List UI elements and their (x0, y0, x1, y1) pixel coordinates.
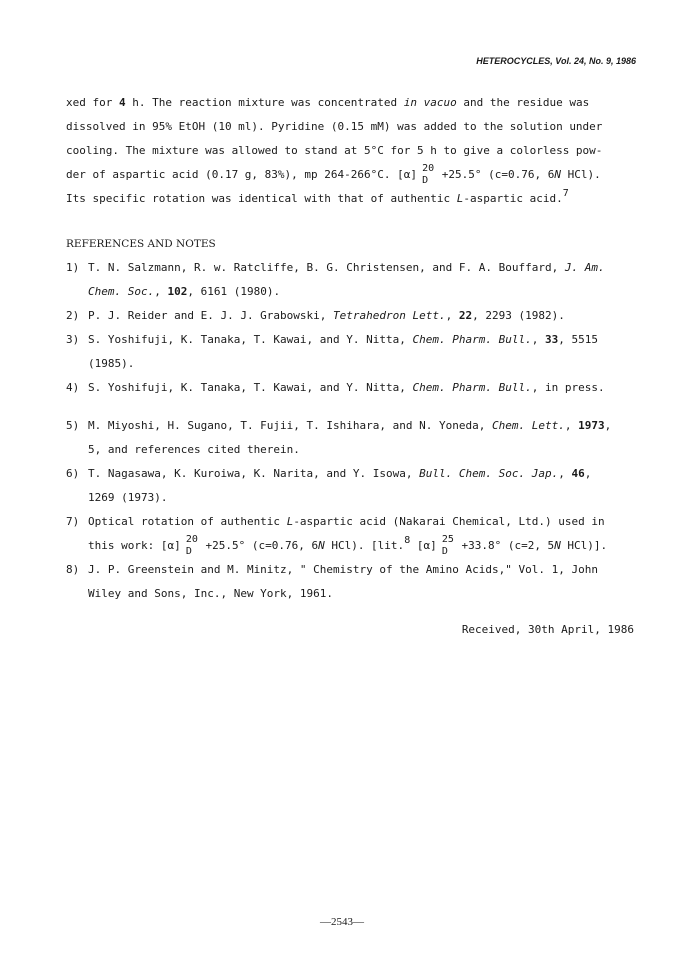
journal-name: Chem. Pharm. Bull. (412, 381, 532, 394)
text-run: 4 (118, 96, 126, 109)
reference-line (88, 534, 630, 558)
reference-line (88, 328, 630, 352)
sodium-d-subscript: D (422, 175, 429, 186)
reference-number: 7) (66, 515, 80, 528)
text-run: der of aspartic acid (0.17 g, 83%), mp 264-266°C. (66, 168, 398, 181)
page-number: —2543— (320, 916, 364, 928)
sodium-d-subscript: D (441, 546, 448, 557)
reference-item (66, 304, 630, 328)
text-run: in vacuo (403, 96, 457, 109)
volume-number: 33 (544, 333, 559, 346)
text-run (410, 539, 417, 552)
reference-line (88, 280, 630, 304)
text-run: P. J. Reider and E. J. J. Grabowski, (88, 309, 334, 322)
paragraph-line: dissolved in 95% EtOH (10 ml). Pyridine (0.15 mM) was added to the solution under (66, 120, 603, 133)
text-run: h. The reaction mixture was concentrated (125, 96, 404, 109)
reference-number: 1) (66, 261, 80, 274)
journal-name: Tetrahedron Lett. (333, 309, 446, 322)
running-head: HETEROCYCLES, Vol. 24, No. 9, 1986 (476, 56, 636, 66)
text-run: -aspartic acid. (463, 192, 563, 205)
alpha-bracket: [α] (397, 168, 418, 181)
reference-number: 3) (66, 333, 80, 346)
text-run: +33.8° (c=2, 5 (454, 539, 555, 552)
temperature-superscript: 20 (422, 163, 435, 174)
volume-number: 22 (458, 309, 473, 322)
sodium-d-subscript: D (185, 546, 192, 557)
paragraph-line (66, 163, 630, 187)
text-run: Optical rotation of authentic (88, 515, 287, 528)
temperature-superscript: 25 (441, 534, 454, 545)
volume-number: 102 (167, 285, 188, 298)
alpha-bracket: [α] (416, 539, 437, 552)
spacer (66, 400, 630, 414)
text-run: , in press. (531, 381, 605, 394)
temperature-superscript: 20 (185, 534, 198, 545)
reference-line (88, 256, 630, 280)
reference-line (88, 462, 630, 486)
paragraph-line: cooling. The mixture was allowed to stand at 5°C for 5 h to give a colorless pow- (66, 144, 603, 157)
specific-rotation-symbol (417, 534, 455, 558)
reference-number: 5) (66, 419, 80, 432)
volume-number: 46 (571, 467, 585, 480)
reference-line: 5, and references cited therein. (88, 443, 300, 456)
text-run: , (604, 419, 612, 432)
text-run: -aspartic acid (Nakarai Chemical, Ltd.) used in (293, 515, 605, 528)
reference-superscript: 8 (404, 535, 411, 546)
text-run: N (554, 168, 561, 181)
reference-item (66, 462, 630, 510)
text-run: N (318, 539, 325, 552)
text-run: xed for (66, 96, 119, 109)
experimental-paragraph (66, 91, 630, 211)
text-run: , (445, 309, 459, 322)
reference-item (66, 328, 630, 376)
text-run: +25.5° (c=0.76, 6 (198, 539, 319, 552)
reference-number: 4) (66, 381, 80, 394)
text-run: L (456, 192, 464, 205)
text-run: HCl). [lit. (324, 539, 405, 552)
text-run: , 2293 (1982). (472, 309, 565, 322)
reference-line (88, 510, 630, 534)
reference-line: J. P. Greenstein and M. Minitz, " Chemistry of the Amino Acids," Vol. 1, John (88, 563, 598, 576)
reference-number: 6) (66, 467, 80, 480)
text-run: , 6161 (1980). (187, 285, 281, 298)
reference-item (66, 558, 630, 606)
paragraph-line (66, 187, 630, 211)
text-run: Its specific rotation was identical with that of authentic (66, 192, 457, 205)
journal-name: Chem. Lett. (491, 419, 565, 432)
reference-number: 2) (66, 309, 80, 322)
text-run: N (554, 539, 561, 552)
text-run: L (286, 515, 294, 528)
reference-number: 8) (66, 563, 80, 576)
text-run: , (584, 467, 592, 480)
text-run: T. Nagasawa, K. Kuroiwa, K. Narita, and Y. Isowa, (88, 467, 420, 480)
specific-rotation-symbol (161, 534, 199, 558)
text-run: M. Miyoshi, H. Sugano, T. Fujii, T. Ishihara, and N. Yoneda, (88, 419, 492, 432)
text-run: , 5515 (558, 333, 598, 346)
journal-name: Bull. Chem. Soc. Jap. (419, 467, 559, 480)
text-run: and the residue was (456, 96, 590, 109)
reference-item (66, 376, 630, 400)
text-run: , (558, 467, 572, 480)
text-run: , (564, 419, 579, 432)
reference-line: Wiley and Sons, Inc., New York, 1961. (88, 587, 334, 600)
reference-superscript: 7 (562, 188, 569, 199)
reference-line: (1985). (88, 357, 135, 370)
alpha-bracket: [α] (160, 539, 181, 552)
reference-item (66, 414, 630, 462)
reference-item (66, 256, 630, 304)
text-run: S. Yoshifuji, K. Tanaka, T. Kawai, and Y. Nitta, (88, 333, 413, 346)
text-run: , (154, 285, 168, 298)
reference-line: 1269 (1973). (88, 491, 168, 504)
paragraph-line (66, 91, 630, 115)
reference-line (88, 376, 630, 400)
reference-line (88, 304, 630, 328)
specific-rotation-symbol (397, 163, 435, 187)
volume-number: 1973 (578, 419, 605, 432)
reference-item (66, 510, 630, 558)
text-run: this work: (88, 539, 161, 552)
journal-name: Chem. Soc. (88, 285, 155, 298)
journal-name: Chem. Pharm. Bull. (412, 333, 532, 346)
received-date: Received, 30th April, 1986 (461, 623, 634, 636)
text-run: +25.5° (c=0.76, 6 (435, 168, 555, 181)
references-heading: REFERENCES AND NOTES (66, 238, 216, 250)
text-run: S. Yoshifuji, K. Tanaka, T. Kawai, and Y. Nitta, (88, 381, 413, 394)
text-run: HCl)]. (560, 539, 608, 552)
text-run: HCl). (560, 168, 601, 181)
journal-name: J. Am. (564, 261, 605, 274)
text-run: T. N. Salzmann, R. w. Ratcliffe, B. G. Christensen, and F. A. Bouffard, (88, 261, 565, 274)
text-run: , (531, 333, 545, 346)
reference-line (88, 414, 630, 438)
page-body (66, 91, 630, 606)
